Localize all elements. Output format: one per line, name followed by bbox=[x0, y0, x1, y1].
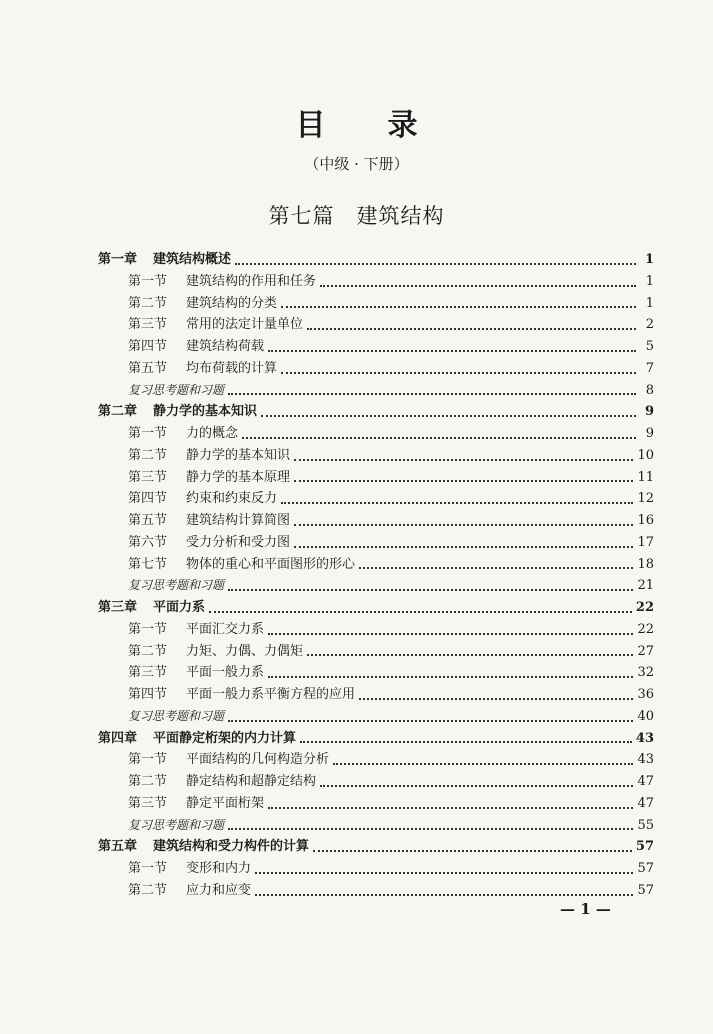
toc-entry-label bbox=[128, 575, 224, 597]
toc-section-entry bbox=[98, 554, 654, 576]
entry-page-number: 17 bbox=[637, 534, 654, 550]
section-number: 第一节 bbox=[128, 426, 168, 441]
toc-entry-label bbox=[98, 728, 296, 750]
toc-section-entry bbox=[98, 793, 654, 815]
dot-leader bbox=[320, 784, 633, 787]
entry-page-number: 22 bbox=[635, 600, 654, 615]
toc-section-entry bbox=[98, 684, 654, 706]
entry-page-number: 21 bbox=[637, 578, 654, 594]
toc-review-entry bbox=[98, 575, 654, 597]
toc-section-entry bbox=[98, 532, 654, 554]
entry-page-number: 18 bbox=[637, 556, 654, 572]
toc-section-entry bbox=[98, 510, 654, 532]
toc-section-entry bbox=[98, 336, 654, 358]
entry-page-number: 1 bbox=[645, 295, 654, 311]
dot-leader bbox=[228, 588, 633, 591]
section-number: 第四节 bbox=[128, 687, 168, 702]
dot-leader bbox=[209, 610, 632, 613]
toc-section-entry bbox=[98, 293, 654, 315]
toc-entry-label bbox=[128, 380, 224, 402]
entry-page-number: 22 bbox=[637, 621, 654, 637]
dot-leader bbox=[294, 479, 633, 482]
toc-entry-label bbox=[128, 488, 277, 510]
entry-title: 建筑结构的分类 bbox=[186, 295, 278, 311]
dot-leader bbox=[268, 632, 633, 635]
chapter-number: 第一章 bbox=[98, 252, 138, 267]
entry-page-number: 2 bbox=[645, 317, 654, 333]
chapter-number: 第三章 bbox=[98, 600, 138, 615]
section-number: 第四节 bbox=[128, 339, 168, 354]
chapter-number: 第二章 bbox=[98, 404, 138, 420]
entry-title: 复习思考题和习题 bbox=[128, 708, 225, 723]
toc-chapter-entry bbox=[98, 728, 654, 750]
chapter-number: 第五章 bbox=[98, 839, 138, 855]
section-number: 第七节 bbox=[128, 556, 168, 572]
entry-title: 复习思考题和习题 bbox=[128, 382, 225, 397]
toc-entry-label bbox=[128, 619, 264, 641]
section-number: 第二节 bbox=[128, 882, 168, 898]
toc-entry-label bbox=[128, 314, 303, 336]
entry-title: 建筑结构概述 bbox=[153, 252, 232, 267]
entry-title: 复习思考题和习题 bbox=[128, 578, 225, 593]
entry-title: 建筑结构和受力构件的计算 bbox=[153, 839, 310, 855]
section-number: 第二节 bbox=[128, 643, 168, 659]
entry-page-number: 32 bbox=[637, 665, 654, 681]
dot-leader bbox=[235, 262, 636, 265]
entry-page-number: 47 bbox=[637, 795, 654, 811]
toc-section-entry bbox=[98, 662, 654, 684]
entry-title: 建筑结构荷载 bbox=[186, 339, 265, 354]
entry-title: 应力和应变 bbox=[186, 882, 252, 898]
entry-title: 平面一般力系 bbox=[186, 665, 265, 681]
entry-title: 常用的法定计量单位 bbox=[186, 317, 304, 333]
section-number: 第二节 bbox=[128, 774, 168, 789]
entry-title: 静定结构和超静定结构 bbox=[186, 774, 317, 789]
toc-chapter-entry bbox=[98, 249, 654, 271]
toc-section-entry bbox=[98, 445, 654, 467]
toc-chapter-entry bbox=[98, 836, 654, 858]
toc-review-entry bbox=[98, 815, 654, 837]
entry-page-number: 47 bbox=[637, 774, 654, 789]
entry-page-number: 1 bbox=[644, 252, 654, 267]
entry-page-number: 57 bbox=[637, 882, 654, 898]
entry-page-number: 9 bbox=[644, 404, 654, 420]
part-heading: 第七篇 建筑结构 bbox=[268, 204, 445, 228]
toc-chapter-entry bbox=[98, 597, 654, 619]
entry-title: 静力学的基本知识 bbox=[186, 447, 291, 463]
toc-entry-label bbox=[128, 271, 316, 293]
volume-subtitle: （中级 · 下册） bbox=[304, 155, 409, 173]
entry-page-number: 57 bbox=[637, 861, 654, 876]
entry-page-number: 12 bbox=[637, 491, 654, 507]
toc-entry-label bbox=[128, 858, 251, 880]
dot-leader bbox=[300, 740, 632, 743]
dot-leader bbox=[294, 523, 633, 526]
section-number: 第三节 bbox=[128, 469, 168, 485]
dot-leader bbox=[333, 762, 633, 765]
dot-leader bbox=[294, 545, 633, 548]
entry-page-number: 27 bbox=[637, 643, 654, 659]
section-number: 第二节 bbox=[128, 447, 168, 463]
dot-leader bbox=[320, 284, 636, 287]
toc-entry-label bbox=[128, 467, 290, 489]
entry-page-number: 57 bbox=[635, 839, 654, 855]
toc-entry-label bbox=[98, 249, 231, 271]
toc-entry-label bbox=[128, 445, 290, 467]
entry-title: 受力分析和受力图 bbox=[186, 534, 291, 550]
dot-leader bbox=[268, 806, 633, 809]
dot-leader bbox=[268, 675, 633, 678]
entry-title: 均布荷载的计算 bbox=[186, 360, 278, 376]
toc-entry-label bbox=[128, 706, 224, 728]
dot-leader bbox=[228, 392, 636, 395]
entry-page-number: 40 bbox=[637, 708, 654, 724]
dot-leader bbox=[307, 327, 636, 330]
section-number: 第二节 bbox=[128, 295, 168, 311]
toc-section-entry bbox=[98, 619, 654, 641]
toc-section-entry bbox=[98, 467, 654, 489]
entry-page-number: 36 bbox=[637, 687, 654, 702]
toc-entry-label bbox=[98, 597, 205, 619]
entry-title: 物体的重心和平面图形的形心 bbox=[186, 556, 356, 572]
toc-entry-label bbox=[128, 815, 224, 837]
toc-section-entry bbox=[98, 641, 654, 663]
section-number: 第一节 bbox=[128, 752, 168, 768]
entry-title: 静力学的基本知识 bbox=[153, 404, 258, 420]
page-number: — 1 — bbox=[560, 900, 611, 918]
dot-leader bbox=[281, 371, 636, 374]
toc-section-entry bbox=[98, 423, 654, 445]
entry-page-number: 7 bbox=[645, 360, 654, 376]
entry-title: 力的概念 bbox=[186, 426, 239, 441]
entry-page-number: 1 bbox=[645, 273, 654, 289]
toc-chapter-entry bbox=[98, 401, 654, 423]
entry-page-number: 16 bbox=[637, 513, 654, 528]
entry-page-number: 8 bbox=[645, 382, 654, 398]
dot-leader bbox=[268, 349, 636, 352]
entry-page-number: 10 bbox=[637, 447, 654, 463]
toc-entry-label bbox=[128, 641, 303, 663]
toc-entry-label bbox=[128, 532, 290, 554]
entry-title: 力矩、力偶、力偶矩 bbox=[186, 643, 304, 659]
section-number: 第三节 bbox=[128, 665, 168, 681]
entry-page-number: 5 bbox=[645, 339, 654, 354]
section-number: 第一节 bbox=[128, 621, 168, 637]
toc-entry-label bbox=[128, 358, 277, 380]
dot-leader bbox=[255, 893, 633, 896]
section-number: 第六节 bbox=[128, 534, 168, 550]
dot-leader bbox=[242, 436, 636, 439]
toc-entry-label bbox=[128, 423, 238, 445]
dot-leader bbox=[255, 871, 633, 874]
section-number: 第一节 bbox=[128, 273, 168, 289]
toc-section-entry bbox=[98, 271, 654, 293]
toc-entry-label bbox=[128, 793, 264, 815]
entry-page-number: 43 bbox=[635, 730, 654, 746]
entry-title: 约束和约束反力 bbox=[186, 491, 278, 507]
dot-leader bbox=[359, 697, 633, 700]
section-number: 第五节 bbox=[128, 513, 168, 528]
toc-entry-label bbox=[128, 684, 355, 706]
toc-section-entry bbox=[98, 749, 654, 771]
toc-entry-label bbox=[98, 836, 309, 858]
dot-leader bbox=[281, 501, 633, 504]
chapter-number: 第四章 bbox=[98, 730, 138, 746]
toc-review-entry bbox=[98, 380, 654, 402]
entry-title: 平面汇交力系 bbox=[186, 621, 265, 637]
entry-title: 平面一般力系平衡方程的应用 bbox=[186, 687, 356, 702]
dot-leader bbox=[313, 849, 632, 852]
entry-title: 复习思考题和习题 bbox=[128, 817, 225, 832]
toc-section-entry bbox=[98, 358, 654, 380]
section-number: 第四节 bbox=[128, 491, 168, 507]
toc-entry-label bbox=[128, 662, 264, 684]
entry-title: 平面静定桁架的内力计算 bbox=[153, 730, 297, 746]
entry-title: 建筑结构计算简图 bbox=[186, 513, 291, 528]
toc-entry-label bbox=[128, 880, 251, 902]
dot-leader bbox=[261, 414, 636, 417]
dot-leader bbox=[281, 305, 636, 308]
toc-section-entry bbox=[98, 858, 654, 880]
entry-title: 静定平面桁架 bbox=[186, 795, 265, 811]
entry-page-number: 9 bbox=[645, 426, 654, 441]
toc-review-entry bbox=[98, 706, 654, 728]
toc-entry-label bbox=[128, 510, 290, 532]
toc-entry-label bbox=[98, 401, 257, 423]
entry-title: 平面结构的几何构造分析 bbox=[186, 752, 330, 768]
dot-leader bbox=[294, 458, 633, 461]
toc-section-entry bbox=[98, 771, 654, 793]
dot-leader bbox=[307, 653, 633, 656]
entry-title: 建筑结构的作用和任务 bbox=[186, 273, 317, 289]
toc-entry-label bbox=[128, 293, 277, 315]
toc-section-entry bbox=[98, 314, 654, 336]
table-of-contents bbox=[98, 249, 654, 902]
section-number: 第三节 bbox=[128, 795, 168, 811]
toc-entry-label bbox=[128, 336, 264, 358]
toc-entry-label bbox=[128, 771, 316, 793]
toc-entry-label bbox=[128, 554, 355, 576]
entry-title: 静力学的基本原理 bbox=[186, 469, 291, 485]
toc-entry-label bbox=[128, 749, 329, 771]
entry-title: 变形和内力 bbox=[186, 861, 252, 876]
entry-title: 平面力系 bbox=[153, 600, 206, 615]
toc-section-entry bbox=[98, 488, 654, 510]
entry-page-number: 55 bbox=[637, 817, 654, 833]
toc-section-entry bbox=[98, 880, 654, 902]
section-number: 第三节 bbox=[128, 317, 168, 333]
dot-leader bbox=[228, 719, 633, 722]
entry-page-number: 11 bbox=[637, 469, 654, 485]
section-number: 第五节 bbox=[128, 360, 168, 376]
entry-page-number: 43 bbox=[637, 752, 654, 768]
page-title: 目录 bbox=[295, 108, 480, 143]
dot-leader bbox=[359, 566, 633, 569]
dot-leader bbox=[228, 827, 633, 830]
section-number: 第一节 bbox=[128, 861, 168, 876]
